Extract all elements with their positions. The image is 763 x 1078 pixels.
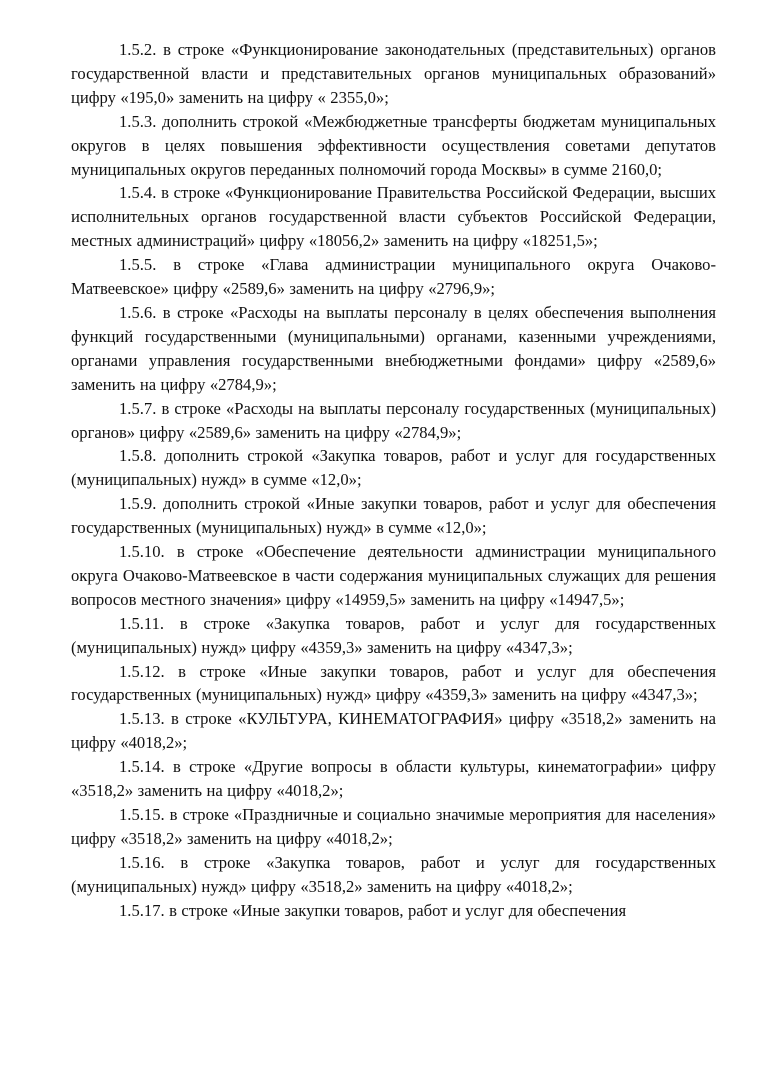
clause-1-5-11: 1.5.11. в строке «Закупка товаров, работ и услуг для государственных (муниципальных) нужд» цифру «4359,3» заменить на цифру «4347,3»; xyxy=(71,613,716,657)
clause-1-5-6: 1.5.6. в строке «Расходы на выплаты персоналу в целях обеспечения выполнения функций государственными (муниципальными) органами, казенными учреждениями, органами управления государственными внебюджетными фондами» цифру «2589,6» заменить на цифру «2784,9»; xyxy=(71,302,716,394)
clause-1-5-8: 1.5.8. дополнить строкой «Закупка товаров, работ и услуг для государственных (муниципальных) нужд» в сумме «12,0»; xyxy=(71,446,716,490)
clause-1-5-2: 1.5.2. в строке «Функционирование законодательных (представительных) органов государственной власти и представительных органов муниципальных образований» цифру «195,0» заменить на цифру « 2355,0»; xyxy=(71,40,716,107)
clause-1-5-5: 1.5.5. в строке «Глава администрации муниципального округа Очаково-Матвеевское» цифру «2589,6» заменить на цифру «2796,9»; xyxy=(71,255,716,299)
clause-1-5-15: 1.5.15. в строке «Праздничные и социально значимые мероприятия для населения» цифру «3518,2» заменить на цифру «4018,2»; xyxy=(71,805,716,848)
clause-1-5-3: 1.5.3. дополнить строкой «Межбюджетные трансферты бюджетам муниципальных округов в целях повышения эффективности осуществления советами депутатов муниципальных округов переданных полномочий города Москвы» в сумме 2160,0; xyxy=(71,111,716,179)
clause-1-5-7: 1.5.7. в строке «Расходы на выплаты персоналу государственных (муниципальных) органов» цифру «2589,6» заменить на цифру «2784,9»; xyxy=(71,398,716,442)
clause-1-5-13: 1.5.13. в строке «КУЛЬТУРА, КИНЕМАТОГРАФИЯ» цифру «3518,2» заменить на цифру «4018,2»; xyxy=(71,709,716,753)
clause-1-5-14: 1.5.14. в строке «Другие вопросы в области культуры, кинематографии» цифру «3518,2» заменить на цифру «4018,2»; xyxy=(71,757,716,801)
clause-1-5-9: 1.5.9. дополнить строкой «Иные закупки товаров, работ и услуг для обеспечения государственных (муниципальных) нужд» в сумме «12,0»; xyxy=(71,494,716,538)
clause-1-5-16: 1.5.16. в строке «Закупка товаров, работ и услуг для государственных (муниципальных) нужд» цифру «3518,2» заменить на цифру «4018,2»; xyxy=(71,852,716,896)
document-body xyxy=(71,38,716,923)
clause-1-5-4: 1.5.4. в строке «Функционирование Правительства Российской Федерации, высших исполнительных органов государственной власти субъектов Российской Федерации, местных администраций» цифру «18056,2» заменить на цифру «18251,5»; xyxy=(71,183,716,251)
clause-1-5-12: 1.5.12. в строке «Иные закупки товаров, работ и услуг для обеспечения государственных (муниципальных) нужд» цифру «4359,3» заменить на цифру «4347,3»; xyxy=(71,661,716,705)
clause-1-5-17: 1.5.17. в строке «Иные закупки товаров, работ и услуг для обеспечения xyxy=(119,900,627,920)
clause-1-5-10: 1.5.10. в строке «Обеспечение деятельности администрации муниципального округа Очаково-Матвеевское в части содержания муниципальных служащих для решения вопросов местного значения» цифру «14959,5» заменить на цифру «14947,5»; xyxy=(71,542,716,609)
